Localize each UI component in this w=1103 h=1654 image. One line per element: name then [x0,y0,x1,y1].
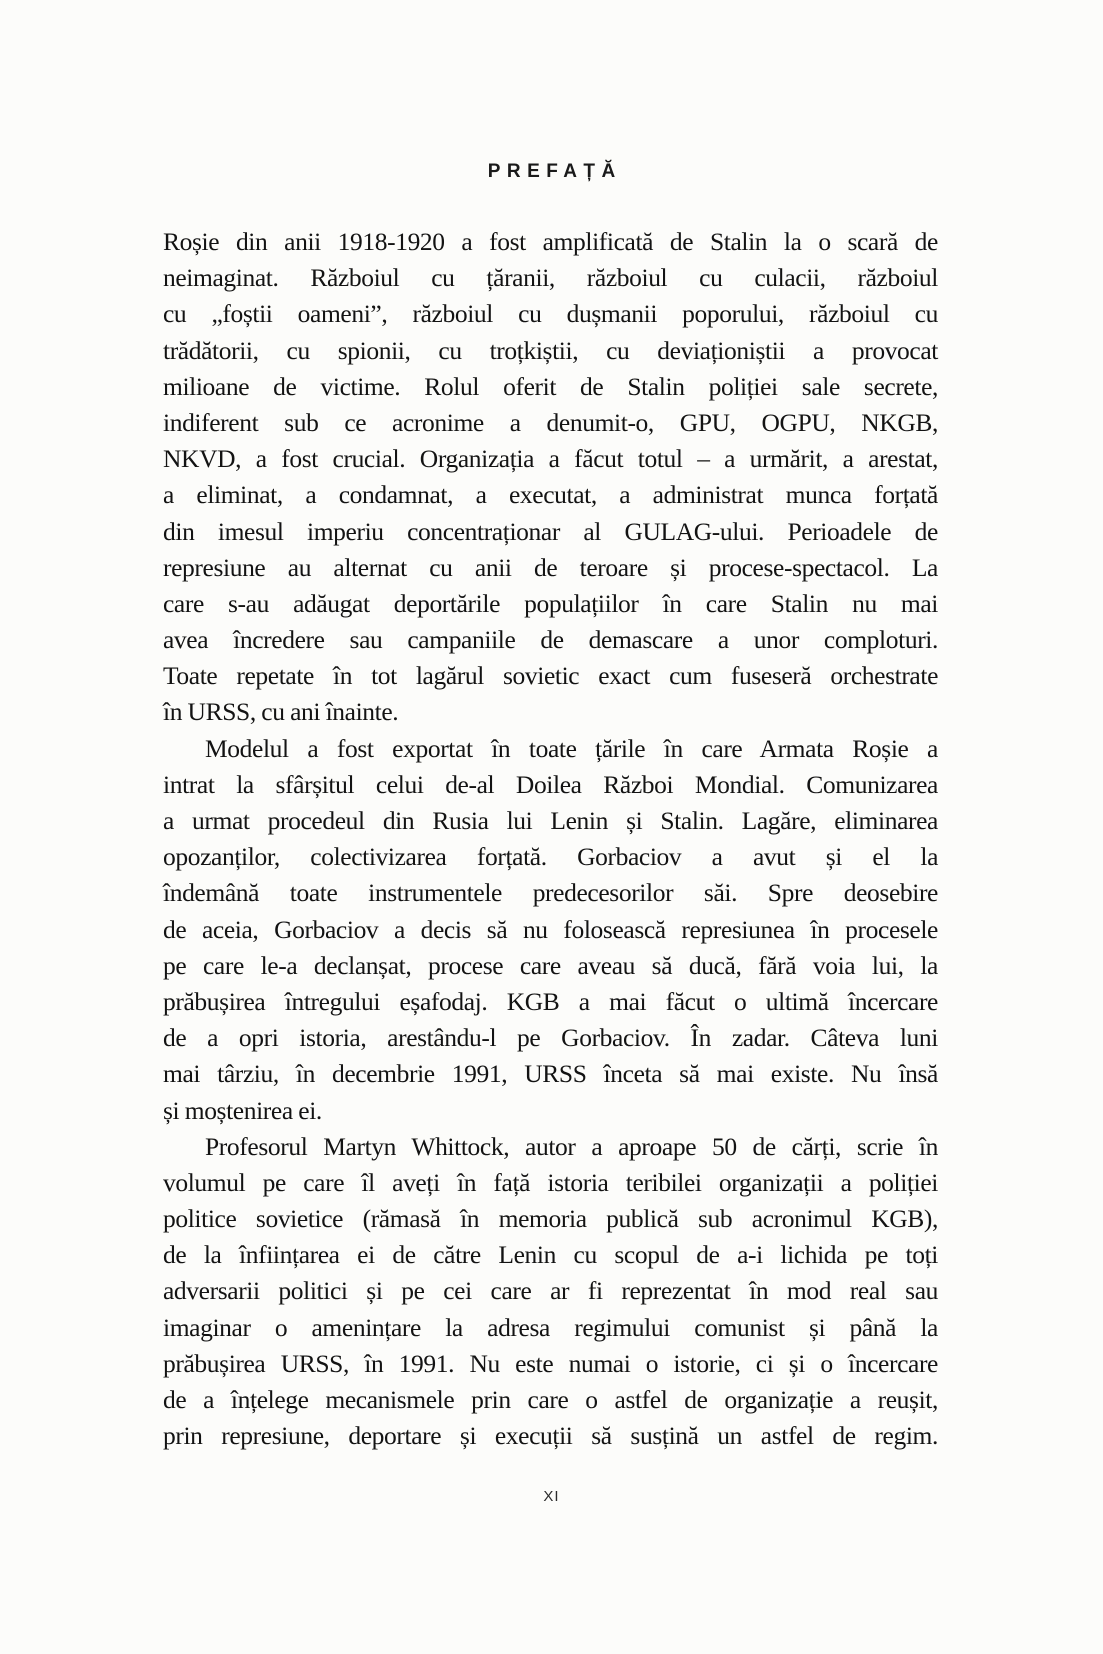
paragraph [163,224,938,731]
text-line: milioane de victime. Rolul oferit de Stalin poliției sale secrete, [163,371,938,401]
text-line: NKVD, a fost crucial. Organizația a făcut totul – a urmărit, a arestat, [163,444,938,474]
text-line: politice sovietice (rămasă în memoria publică sub acronimul KGB), [163,1204,938,1234]
paragraph [163,731,938,1129]
text-line: a eliminat, a condamnat, a executat, a administrat munca forțată [163,480,938,510]
text-line: represiune au alternat cu anii de teroare și procese-spectacol. La [163,552,938,582]
text-line: îndemână toate instrumentele predecesorilor săi. Spre deosebire [163,878,938,908]
text-line: Roșie din anii 1918-1920 a fost amplificată de Stalin la o scară de [163,227,938,256]
text-line: volumul pe care îl aveți în față istoria teribilei organizații a poliției [163,1167,938,1197]
text-line: de a înțelege mecanismele prin care o astfel de organizație a reușit, [163,1385,938,1414]
text-line: din imesul imperiu concentraționar al GULAG-ului. Perioadele de [163,516,938,546]
text-line: care s-au adăugat deportările populațiilor în care Stalin nu mai [163,588,938,618]
text-line: avea încredere sau campaniile de demascare a unor comploturi. [163,625,938,655]
text-line: prăbușirea URSS, în 1991. Nu este numai o istorie, ci și o încercare [163,1348,938,1378]
text-line: cu „foștii oameni”, războiul cu dușmanii poporului, războiul cu [163,299,938,329]
text-line: de aceia, Gorbaciov a decis să nu folosească represiunea în procesele [163,914,938,944]
body-text [163,224,938,1454]
text-line: a urmat procedeul din Rusia lui Lenin și Stalin. Lagăre, eliminarea [163,806,938,835]
text-line: Toate repetate în tot lagărul sovietic exact cum fuseseră orchestrate [163,661,938,691]
text-line: intrat la sfârșitul celui de-al Doilea Război Mondial. Comunizarea [163,769,938,799]
text-line: în URSS, cu ani înainte. [163,697,399,727]
text-line: Profesorul Martyn Whittock, autor a aproape 50 de cărți, scrie în [205,1131,938,1161]
text-line: trădătorii, cu spionii, cu troțkiștii, cu deviaționiștii a provocat [163,335,938,365]
text-line: de a opri istoria, arestându-l pe Gorbaciov. În zadar. Câteva luni [163,1023,938,1053]
text-line: prăbușirea întregului eșafodaj. KGB a mai făcut o ultimă încercare [163,986,938,1016]
text-line: neimaginat. Războiul cu țăranii, războiul cu culacii, războiul [163,263,938,293]
text-line: indiferent sub ce acronime a denumit-o, GPU, OGPU, NKGB, [163,407,938,437]
text-line: opozanților, colectivizarea forțată. Gorbaciov a avut și el la [163,842,938,872]
text-line: și moștenirea ei. [163,1095,322,1125]
text-line: pe care le-a declanșat, procese care aveau să ducă, fără voia lui, la [163,950,938,980]
text-line: imaginar o amenințare la adresa regimului comunist și până la [163,1312,938,1342]
paragraph [163,1129,938,1455]
text-line: mai târziu, în decembrie 1991, URSS înceta să mai existe. Nu însă [163,1059,938,1089]
text-line: de la înființarea ei de către Lenin cu scopul de a-i lichida pe toți [163,1240,938,1270]
text-line: Modelul a fost exportat în toate țările în care Armata Roșie a [205,733,938,763]
page-number: XI [543,1488,560,1505]
chapter-title: PREFAȚĂ [487,161,622,182]
text-line: adversarii politici și pe cei care ar fi reprezentat în mod real sau [163,1276,938,1306]
text-line: prin represiune, deportare și execuții să susțină un astfel de regim. [163,1421,938,1451]
